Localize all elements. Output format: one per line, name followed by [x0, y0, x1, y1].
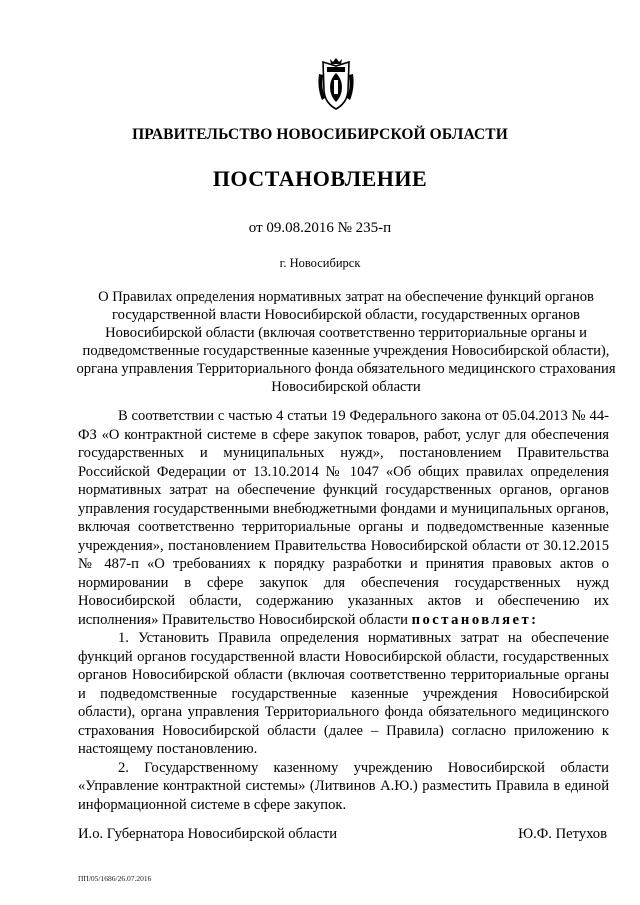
preamble-paragraph — [78, 407, 609, 629]
footer-doc-code: ПП/05/1686/26.07.2016 — [78, 874, 152, 883]
preamble-text: В соответствии с частью 4 статьи 19 Федерального закона от 05.04.2013 № 44-ФЗ «О контрактной системе в сфере закупок товаров, работ, услуг для обеспечения государственных и муниципальных нужд», постановлением Правительства Российской Федерации от 13.10.2014 № 1047 «Об общих правилах определения нормативных затрат на обеспечение функций государственных органов, органов управления государственными внебюджетными фондами и муниципальных органов, включая соответственно территориальные органы и подведомственные казенные учреждения», постановлением Правительства Новосибирской области от 30.12.2015 № 487-п «О требованиях к порядку разработки и принятия правовых актов о нормировании в сфере закупок для обеспечения государственных нужд Новосибирской области, содержанию указанных актов и обеспечению их исполнения» Правительство Новосибирской области — [78, 408, 609, 628]
document-date-number: от 09.08.2016 № 235-п — [248, 220, 392, 236]
document-subject: О Правилах определения нормативных затрат на обеспечение функций органов государственной власти Новосибирской области, государственных органов Новосибирской области (включая соответственно территориальные органы и подведомственные государственные казенные учреждения Новосибирской области), органа управления Территориального фонда обязательного медицинского страхования Новосибирской области — [76, 289, 616, 395]
signatory-name: Ю.Ф. Петухов — [518, 826, 607, 842]
government-title: ПРАВИТЕЛЬСТВО НОВОСИБИРСКОЙ ОБЛАСТИ — [132, 126, 508, 143]
signatory-position: И.о. Губернатора Новосибирской области — [78, 826, 338, 842]
document-type-title: ПОСТАНОВЛЕНИЕ — [212, 166, 428, 191]
coat-of-arms-icon — [316, 58, 356, 112]
resolves-word: постановляет — [411, 611, 532, 628]
item-2-paragraph: 2. Государственному казенному учреждению Новосибирской области «Управление контрактной системы» (Литвинов А.Ю.) разместить Правила в единой информационной системе в сфере закупок. — [78, 759, 609, 813]
item-1-paragraph: 1. Установить Правила определения нормативных затрат на обеспечение функций органов государственной власти Новосибирской области, государственных органов Новосибирской области (включая соответственно территориальные органы и подведомственные государственные казенные учреждения Новосибирской области), органа управления Территориального фонда обязательного медицинского страхования Новосибирской области (далее – Правила) согласно приложению к настоящему постановлению. — [78, 630, 609, 757]
document-city: г. Новосибирск — [279, 256, 361, 270]
resolves-colon: : — [531, 611, 537, 628]
document-body — [78, 407, 609, 814]
